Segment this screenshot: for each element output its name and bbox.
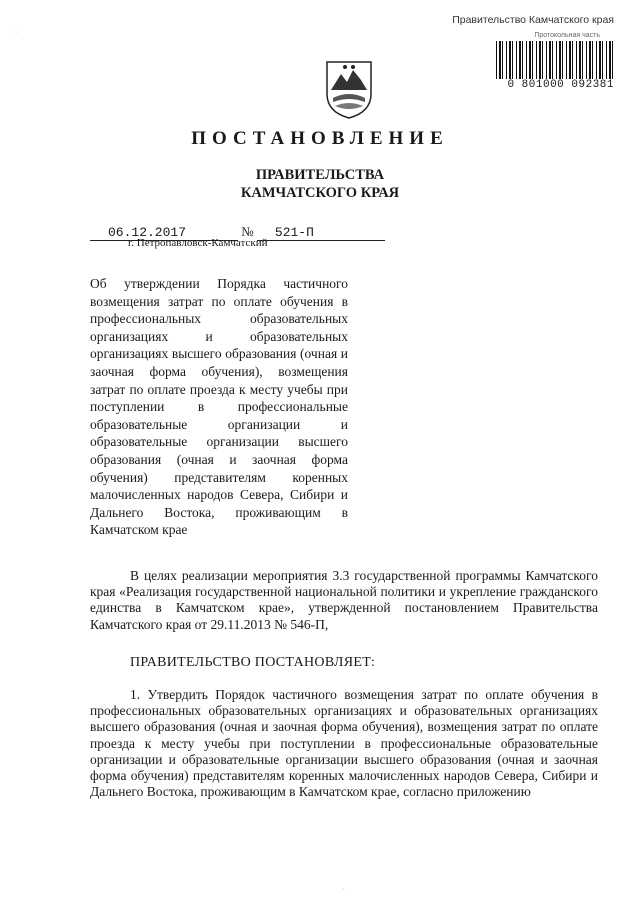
doc-number: 521-П (257, 225, 385, 241)
subject-block (90, 275, 348, 539)
scan-artifact: . (343, 885, 345, 891)
city: г. Петропавловск-Камчатский (128, 237, 268, 249)
scan-artifact: · · (12, 30, 18, 36)
item-1-paragraph: 1. Утвердить Порядок частичного возмещения затрат по оплате обучения в профессиональных образовательных организациях и образовательных организациях высшего образования (очная и заочная форма обучения), возмещения затрат по оплате проезда к месту учебы при поступлении в профессиональные образовательные организации и образовательные организации высшего образования (очная и заочная форма обучения) представителям коренных малочисленных народов Севера, Сибири и Дальнего Востока, проживающим в Камчатском крае, согласно приложению (90, 687, 598, 800)
doc-date: 06.12.2017 (90, 225, 238, 241)
stamp-sub: Протокольная часть (534, 32, 600, 39)
authority-heading (0, 166, 640, 202)
authority-line2: КАМЧАТСКОГО КРАЯ (240, 185, 400, 201)
authority-line1: ПРАВИТЕЛЬСТВА (255, 167, 385, 183)
decree-heading: ПРАВИТЕЛЬСТВО ПОСТАНОВЛЯЕТ: (130, 655, 376, 670)
subject-text: Об утверждении Порядка частичного возмещения затрат по оплате обучения в профессиональных образовательных организациях и образовательных организациях высшего образования (очная и заочная форма обучения), возмещения затрат по оплате проезда к месту учебы при поступлении в профессиональные образовательные организации и образовательные организации высшего образования (очная и заочная форма обучения) представителям коренных малочисленных народов Севера, Сибири и Дальнего Востока, проживающим в Камчатском крае (90, 276, 348, 538)
registration-stamp (448, 14, 614, 99)
preamble-paragraph: В целях реализации мероприятия 3.3 государственной программы Камчатского края «Реализация государственной национальной политики и укрепление гражданского единства в Камчатском крае», утвержденной постановлением Правительства Камчатского края от 29.11.2013 № 546-П, (90, 568, 598, 632)
stamp-org: Правительство Камчатского края (452, 14, 614, 26)
kamchatka-coat-of-arms-icon (325, 60, 373, 120)
doc-type-title: ПОСТАНОВЛЕНИЕ (191, 128, 449, 149)
barcode-number: 0 801000 092381 (448, 79, 614, 91)
number-label: № (241, 224, 254, 239)
